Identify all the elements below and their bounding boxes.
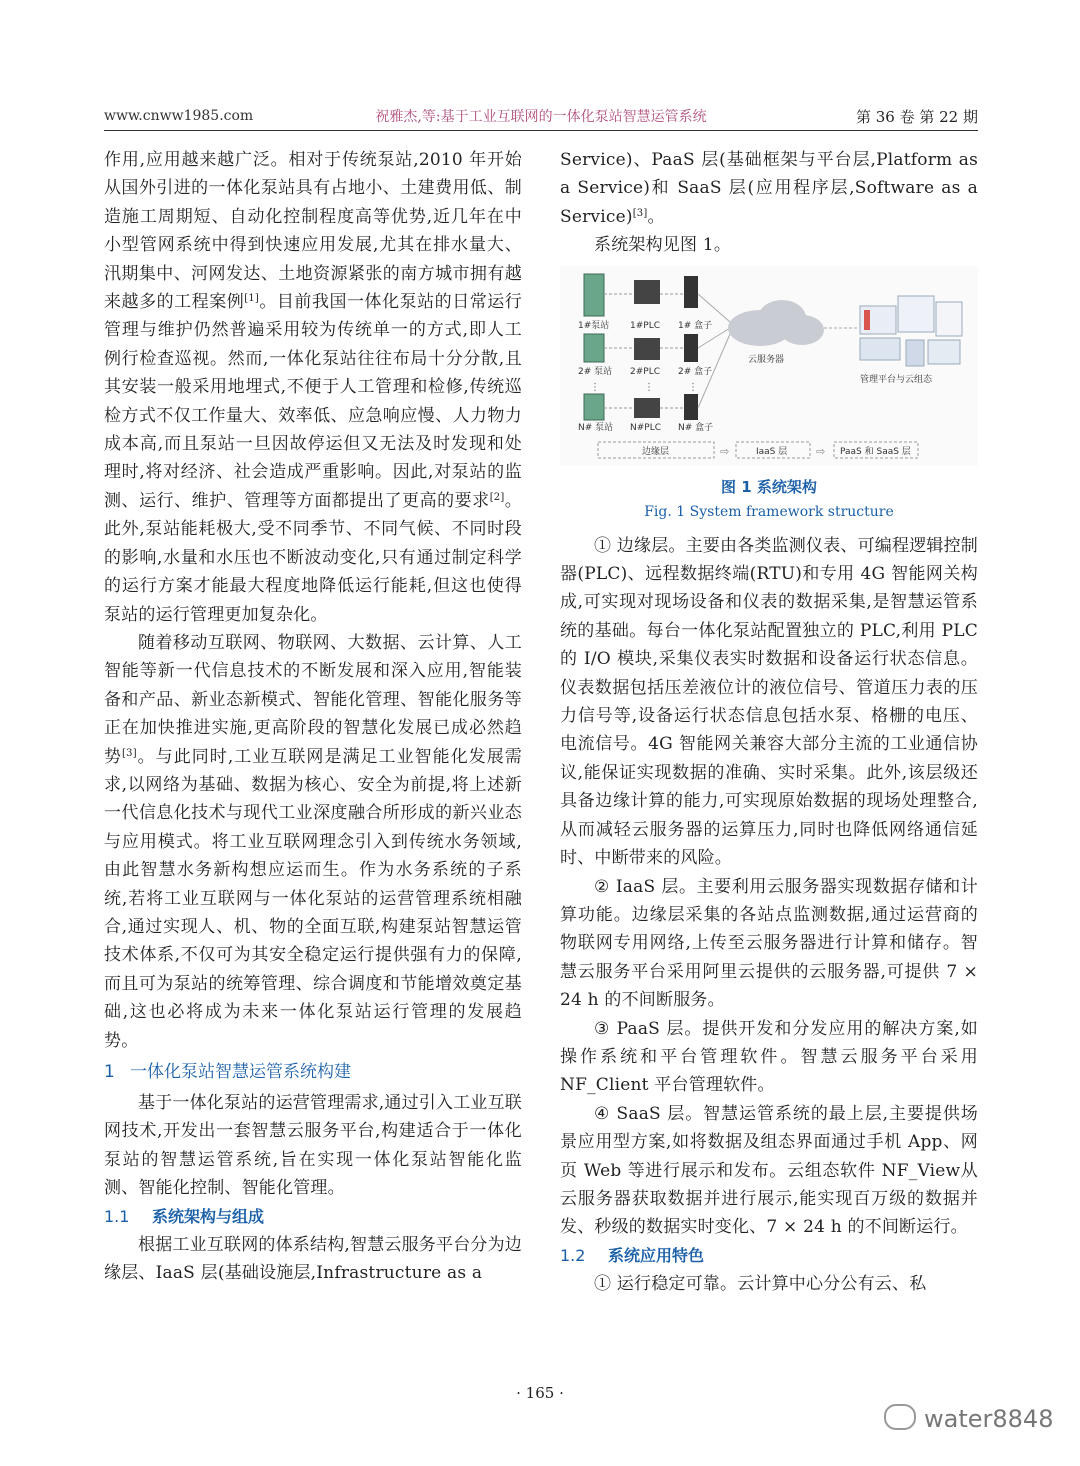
arrow-right-icon: ⇨	[816, 444, 826, 458]
subsection-heading	[560, 1242, 978, 1270]
subsection-heading	[104, 1203, 522, 1231]
ellipsis: ⋮	[688, 381, 698, 393]
citation: [3]	[122, 747, 137, 759]
cloud-label: 云服务器	[748, 354, 785, 365]
paragraph	[104, 629, 522, 1055]
figure-caption-en: Fig. 1 System framework structure	[644, 503, 894, 520]
station-label: 1#泵站	[578, 320, 610, 331]
text: 随着移动互联网、物联网、大数据、云计算、人工智能等新一代信息技术的不断发展和深入应用,智能装备和产品、新业态新模式、智能化管理、智能化服务等正在加快推进实施,更高阶段的智慧化发展已成必然趋势	[104, 632, 522, 767]
paragraph	[560, 146, 978, 231]
text: 。目前我国一体化泵站的日常运行管理与维护仍然普遍采用较为传统单一的方式,即人工例行检查巡视。然而,一体化泵站往往布局十分分散,且其安装一般采用地埋式,不便于人工管理和检修,传统巡检方式不仅工作量大、效率低、应急响应慢、人力物力成本高,而且泵站一旦因故停运但又无法及时发现和处理时,将对经济、社会造成严重影响。因此,对泵站的监测、运行、维护、管理等方面都提出了更高的要求	[104, 292, 523, 511]
iaas-layer-label: IaaS 层	[756, 446, 788, 457]
edge-layer-label: 边缘层	[642, 446, 670, 457]
ellipsis: ⋮	[590, 381, 600, 393]
figure-caption-cn: 图 1 系统架构	[721, 477, 817, 496]
paragraph	[104, 146, 522, 629]
box-label: 2# 盒子	[678, 366, 713, 377]
plc-icon	[634, 338, 660, 360]
paragraph: ② IaaS 层。主要利用云服务器实现数据存储和计算功能。边缘层采集的各站点监测数据,通过运营商的物联网专用网络,上传至云服务器进行计算和储存。智慧云服务平台采用阿里云提供的云服务器,可提供 7 × 24 h 的不间断服务。	[560, 876, 978, 1011]
box-label: N# 盒子	[678, 422, 714, 433]
section-number: 1	[104, 1062, 115, 1082]
pump-station-icon	[584, 394, 604, 420]
pump-station-icon	[584, 274, 604, 316]
paragraph: 根据工业互联网的体系结构,智慧云服务平台分为边缘层、IaaS 层(基础设施层,Infrastructure as a	[104, 1234, 523, 1284]
text: 。与此同时,工业互联网是满足工业智能化发展需求,以网络为基础、数据为核心、安全为前提,将上述新一代信息化技术与现代工业深度融合所形成的新兴业态与应用模式。将工业互联网理念引入到传统水务领域,由此智慧水务新构想应运而生。作为水务系统的子系统,若将工业互联网与一体化泵站的运营管理系统相融合,通过实现人、机、物的全面互联,构建泵站智慧运管技术体系,不仅可为其安全稳定运行提供强有力的保障,而且可为泵站的统筹管理、综合调度和节能增效奠定基础,这也必将成为未来一体化泵站运行管理的发展趋势。	[104, 746, 522, 1051]
citation: [3]	[632, 207, 648, 219]
arrow-right-icon: ⇨	[720, 444, 730, 458]
paragraph: 基于一体化泵站的运营管理需求,通过引入工业互联网技术,开发出一套智慧云服务平台,构建适合于一体化泵站的智慧运管系统,旨在实现一体化泵站智能化监测、智能化控制、智能化管理。	[104, 1093, 523, 1199]
station-label: N# 泵站	[578, 422, 614, 433]
paragraph: ① 运行稳定可靠。云计算中心分公有云、私	[594, 1273, 927, 1294]
paas-saas-layer-label: PaaS 和 SaaS 层	[840, 446, 911, 457]
paragraph: ④ SaaS 层。智慧运管系统的最上层,主要提供场景应用型方案,如将数据及组态界面通过手机 App、网页 Web 等进行展示和发布。云组态软件 NF_View从云服务器获取数据并进行展示,能实现百万级的数据并发、秒级的数据实时变化、7 × 24 h 的不间断运行。	[560, 1103, 978, 1238]
gateway-box-icon	[684, 394, 698, 420]
plc-label: N#PLC	[630, 422, 661, 433]
figure-system-architecture	[560, 266, 978, 466]
management-platform-icon	[860, 296, 962, 366]
running-header	[104, 104, 978, 131]
text: 。此外,泵站能耗极大,受不同季节、不同气候、不同时段的影响,水量和水压也不断波动变化,只有通过制定科学的运行方案才能最大程度地降低运行能耗,但这也使得泵站的运行管理更加复杂化。	[104, 490, 523, 625]
station-label: 2# 泵站	[578, 366, 613, 377]
pump-station-icon	[584, 334, 604, 362]
page-number: · 165 ·	[516, 1384, 564, 1402]
gateway-box-icon	[684, 334, 698, 362]
subsection-title: 系统架构与组成	[152, 1206, 265, 1226]
running-title: 祝雅杰,等:基于工业互联网的一体化泵站智慧运管系统	[375, 109, 707, 125]
subsection-title: 系统应用特色	[608, 1245, 705, 1265]
issue-number: 第 36 卷 第 22 期	[855, 108, 978, 126]
subsection-number: 1.2	[560, 1245, 586, 1265]
text: Service)、PaaS 层(基础框架与平台层,Platform as a Service)和 SaaS 层(应用程序层,Software as a Service)	[560, 150, 978, 227]
paragraph: ① 边缘层。主要由各类监测仪表、可编程逻辑控制器(PLC)、远程数据终端(RTU)和专用 4G 智能网关构成,可实现对现场设备和仪表的数据采集,是智慧运管系统的基础。每台一体化泵站配置独立的 PLC,利用 PLC 的 I/O 模块,采集仪表实时数据和设备运行状态信息。仪表数据包括压差液位计的液位信号、管道压力表的压力信号等,设备运行状态信息包括水泵、格栅的电压、电流信号。4G 智能网关兼容大部分主流的工业通信协议,能保证实现数据的准确、实时采集。此外,该层级还具备边缘计算的能力,可实现原始数据的现场处理整合,从而减轻云服务器的运算压力,同时也降低网络通信延时、中断带来的风险。	[560, 535, 979, 869]
journal-website: www.cnww1985.com	[104, 108, 254, 124]
section-title: 一体化泵站智慧运管系统构建	[130, 1062, 351, 1082]
gateway-box-icon	[684, 276, 698, 308]
ellipsis: ⋮	[644, 381, 654, 393]
wechat-icon	[884, 1404, 916, 1430]
box-label: 1# 盒子	[678, 320, 713, 331]
plc-label: 1#PLC	[630, 320, 660, 331]
section-heading	[104, 1057, 522, 1087]
paragraph: ③ PaaS 层。提供开发和分发应用的解决方案,如操作系统和平台管理软件。智慧云服务平台采用 NF_Client 平台管理软件。	[560, 1018, 978, 1096]
plc-icon	[634, 398, 660, 418]
text: 。	[647, 206, 665, 227]
platform-label: 管理平台与云组态	[860, 374, 933, 385]
citation: [2]	[489, 491, 505, 503]
text: 作用,应用越来越广泛。相对于传统泵站,2010 年开始从国外引进的一体化泵站具有占地小、土建费用低、制造施工周期短、自动化控制程度高等优势,近几年在中小型管网系统中得到快速应用发展,尤其在排水量大、汛期集中、河网发达、土地资源紧张的南方城市拥有越来越多的工程案例	[104, 150, 522, 313]
left-column	[104, 146, 522, 1287]
paragraph: 系统架构见图 1。	[594, 235, 732, 256]
plc-label: 2#PLC	[630, 366, 660, 377]
watermark	[884, 1404, 1053, 1433]
plc-icon	[634, 280, 660, 304]
watermark-text: water8848	[924, 1405, 1054, 1433]
architecture-diagram	[560, 266, 978, 466]
subsection-number: 1.1	[104, 1206, 130, 1226]
right-column	[560, 146, 978, 1298]
citation: [1]	[244, 293, 260, 305]
